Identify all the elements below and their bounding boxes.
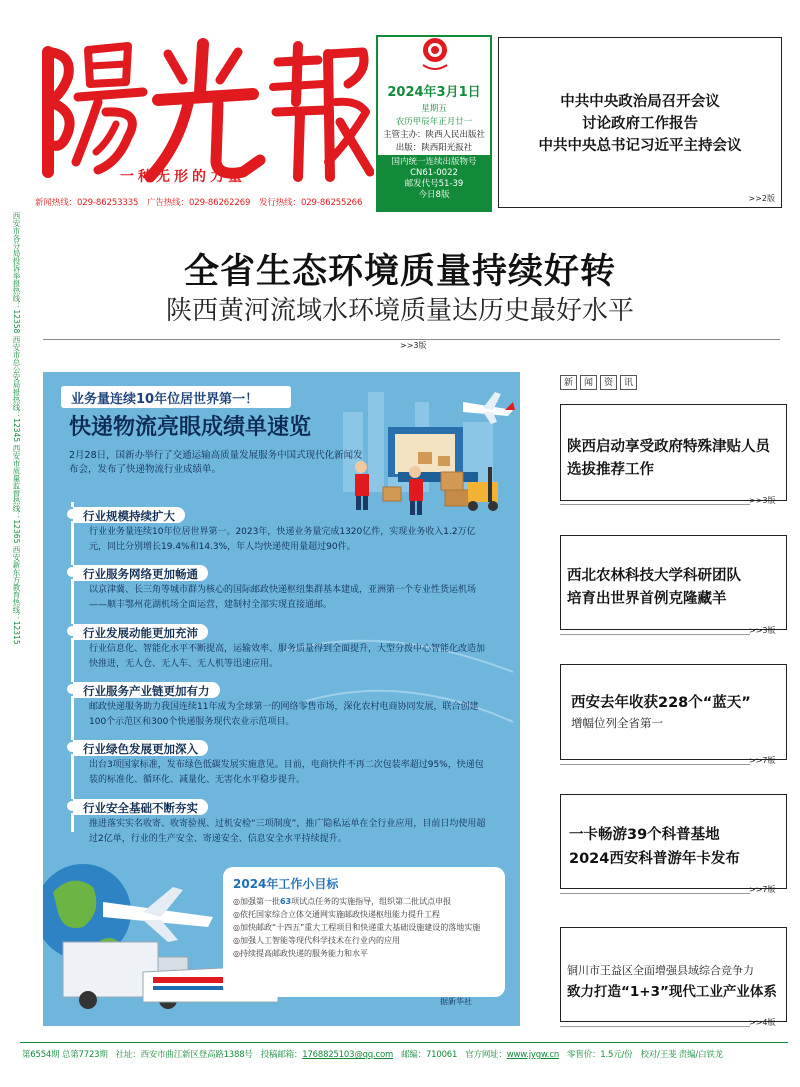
news-label-char: 资 <box>600 375 617 390</box>
work-goals-box <box>223 867 505 997</box>
top-story-line: 讨论政府工作报告 <box>582 116 698 132</box>
cn-number: CN61-0022 <box>410 168 458 178</box>
section-body: 邮政快递服务助力我国连续11年成为全球第一的网络零售市场，深化农村电商协同发展，联合创建100个示范区和300个快递服务现代农业示范项目。 <box>89 702 479 727</box>
section-body: 以京津冀、长三角等城市群为核心的国际邮政快递枢纽集群基本建成，亚洲第一个专业性货运机场——顺丰鄂州花湖机场全面运营，建制村全部实现直接通邮。 <box>89 585 477 610</box>
goal-item: ◎加强人工智能等现代科学技术在行业内的应用 <box>233 936 400 945</box>
slogan: 一种无形的力量 <box>120 169 246 185</box>
price: 零售价：1.5元/份 <box>567 1050 633 1060</box>
goal-item: ◎依托国家综合立体交通网实施邮政快递枢纽能力提升工程 <box>233 910 440 919</box>
news-title: 培育出世界首例克隆藏羊 <box>567 591 727 607</box>
page-ref[interactable]: >>2版 <box>748 194 775 203</box>
issue-date: 2024年3月1日 <box>387 85 481 100</box>
lunar-date: 农历甲辰年正月廿一 <box>395 117 473 127</box>
divider <box>560 1026 750 1027</box>
main-headline[interactable]: 全省生态环境质量持续好转 <box>183 252 616 292</box>
image-credit: 据新华社 <box>440 997 472 1006</box>
website: 官方网址：www.jygw.cn <box>465 1050 560 1060</box>
distribution-hotline: 发行热线：029-86255266 <box>258 198 363 208</box>
section-body: 行业信息化、智能化水平不断提高，运输效率、服务质量得到全面提升，大型分拨中心智能化改造加快推进，无人仓、无人车、无人机等迅速应用。 <box>89 644 486 669</box>
news-label-char: 新 <box>560 375 577 390</box>
section-body: 推进落实实名收寄、收寄验视、过机安检“三项制度”，推广隐私运单在全行业应用，目前日均使用超过2亿单，行业的生产安全、寄递安全、信息安全水平持续提升。 <box>89 819 486 844</box>
divider <box>560 764 750 765</box>
section-heading: 行业服务网络更加畅通 <box>73 565 208 581</box>
section-body: 出台3项国家标准，发布绿色低碳发展实施意见。目前，电商快件不再二次包装率超过95%，快递包装的标准化、循环化、减量化、无害化水平稳步提升。 <box>89 760 484 785</box>
news-item[interactable] <box>560 535 787 630</box>
address: 社址：西安市曲江新区登高路1388号 <box>115 1050 253 1060</box>
goal-item: ◎加强第一批63项试点任务的实施指导，组织第二批试点申报 <box>233 897 452 906</box>
news-item[interactable] <box>560 927 787 1022</box>
news-label-char: 讯 <box>620 375 637 390</box>
issue-number: 第6554期 总第7723期 <box>22 1050 108 1060</box>
date-block <box>376 35 492 210</box>
infographic-intro: 2月28日，国新办举行了交通运输高质量发展服务中国式现代化新闻发布会，发布了快递物流行业成绩单。 <box>69 450 363 475</box>
section-heading: 行业发展动能更加充沛 <box>73 624 208 640</box>
page-ref[interactable]: >>4版 <box>749 1018 776 1027</box>
page-ref[interactable]: >>7版 <box>749 885 776 894</box>
footer-rule <box>20 1042 788 1043</box>
divider <box>560 634 750 635</box>
editors: 校对/王斐 责编/白铁龙 <box>640 1050 723 1060</box>
news-subtitle: 增幅位列全省第一 <box>571 716 663 730</box>
news-title: 致力打造“1+3”现代工业产业体系 <box>567 984 777 1000</box>
news-hotline: 新闻热线：029-86253335 <box>35 198 139 208</box>
website-link[interactable]: www.jygw.cn <box>506 1050 560 1060</box>
email-link[interactable]: 1768825103@qq.com <box>302 1050 394 1060</box>
news-title: 2024西安科普游年卡发布 <box>569 851 740 867</box>
news-title: 陕西启动享受政府特殊津贴人员 <box>567 439 770 455</box>
section-heading: 行业绿色发展更加深入 <box>73 740 208 756</box>
section-heading: 行业安全基础不断夯实 <box>73 799 208 815</box>
page-ref[interactable]: >>7版 <box>749 756 776 765</box>
news-section-label <box>560 375 637 390</box>
timeline-line <box>71 502 74 832</box>
email: 投稿邮箱：1768825103@qq.com <box>260 1050 394 1060</box>
news-title: 选拔推荐工作 <box>567 462 654 478</box>
publication-numbers <box>376 155 492 212</box>
publisher: 出版：陕西阳光报社 <box>395 143 473 153</box>
zip-code: 邮编：710061 <box>401 1050 458 1060</box>
top-story-line: 中共中央总书记习近平主持会议 <box>538 138 742 154</box>
news-title: 西北农林科技大学科研团队 <box>567 568 741 584</box>
weekday: 星期五 <box>421 104 447 114</box>
goal-item: ◎持续提高邮政快递的服务能力和水平 <box>233 949 368 958</box>
goals-title: 2024年工作小目标 <box>233 877 339 891</box>
news-item[interactable] <box>560 794 787 889</box>
ad-hotline: 广告热线：029-86262269 <box>146 198 251 208</box>
page-ref[interactable]: >>3版 <box>400 341 427 350</box>
brand-rings-icon <box>418 37 452 71</box>
divider <box>560 504 750 505</box>
news-item[interactable] <box>560 404 787 501</box>
vertical-hotline-strip: 西安市各分局投诉举报热线：12358 西安市总公安局报热线：12345 西安市质量监督热线：12365 西安新东方教育热线：12315 <box>12 212 21 645</box>
top-story-line: 中共中央政治局召开会议 <box>560 94 720 110</box>
infographic-title: 快递物流亮眼成绩单速览 <box>69 415 312 440</box>
infographic-kicker: 业务量连续10年位居世界第一！ <box>61 386 291 408</box>
news-label-char: 闻 <box>580 375 597 390</box>
page-ref[interactable]: >>3版 <box>749 626 776 635</box>
news-title: 一卡畅游39个科普基地 <box>569 827 720 843</box>
hotlines <box>35 196 375 208</box>
page-ref[interactable]: >>3版 <box>749 496 776 505</box>
news-item[interactable] <box>560 664 787 760</box>
goal-item: ◎加快邮政“十四五”重大工程项目和快递重大基础设施建设的落地实施 <box>233 923 481 932</box>
section-heading: 行业服务产业链更加有力 <box>73 682 220 698</box>
express-infographic <box>43 372 520 1026</box>
airplane-icon <box>463 392 515 424</box>
news-subtitle: 铜川市王益区全面增强县域综合竞争力 <box>567 964 754 977</box>
section-heading: 行业规模持续扩大 <box>73 507 185 523</box>
section-body: 行业业务量连续10年位居世界第一。2023年，快递业务量完成1320亿件，实现业务收入1.2万亿元，同比分别增长19.4%和14.3%，年人均快递使用量超过90件。 <box>89 527 476 552</box>
footer <box>22 1048 788 1060</box>
top-story-box[interactable] <box>498 37 782 208</box>
divider <box>560 893 750 894</box>
cn-label: 国内统一连续出版物号 <box>391 157 477 167</box>
news-title: 西安去年收获228个“蓝天” <box>571 695 751 711</box>
main-subheadline: 陕西黄河流域水环境质量达历史最好水平 <box>165 296 634 326</box>
page-count: 今日8版 <box>418 190 450 200</box>
postal-code: 邮发代号51-39 <box>404 179 464 189</box>
sponsor: 主管主办：陕西人民出版社 <box>382 130 485 140</box>
